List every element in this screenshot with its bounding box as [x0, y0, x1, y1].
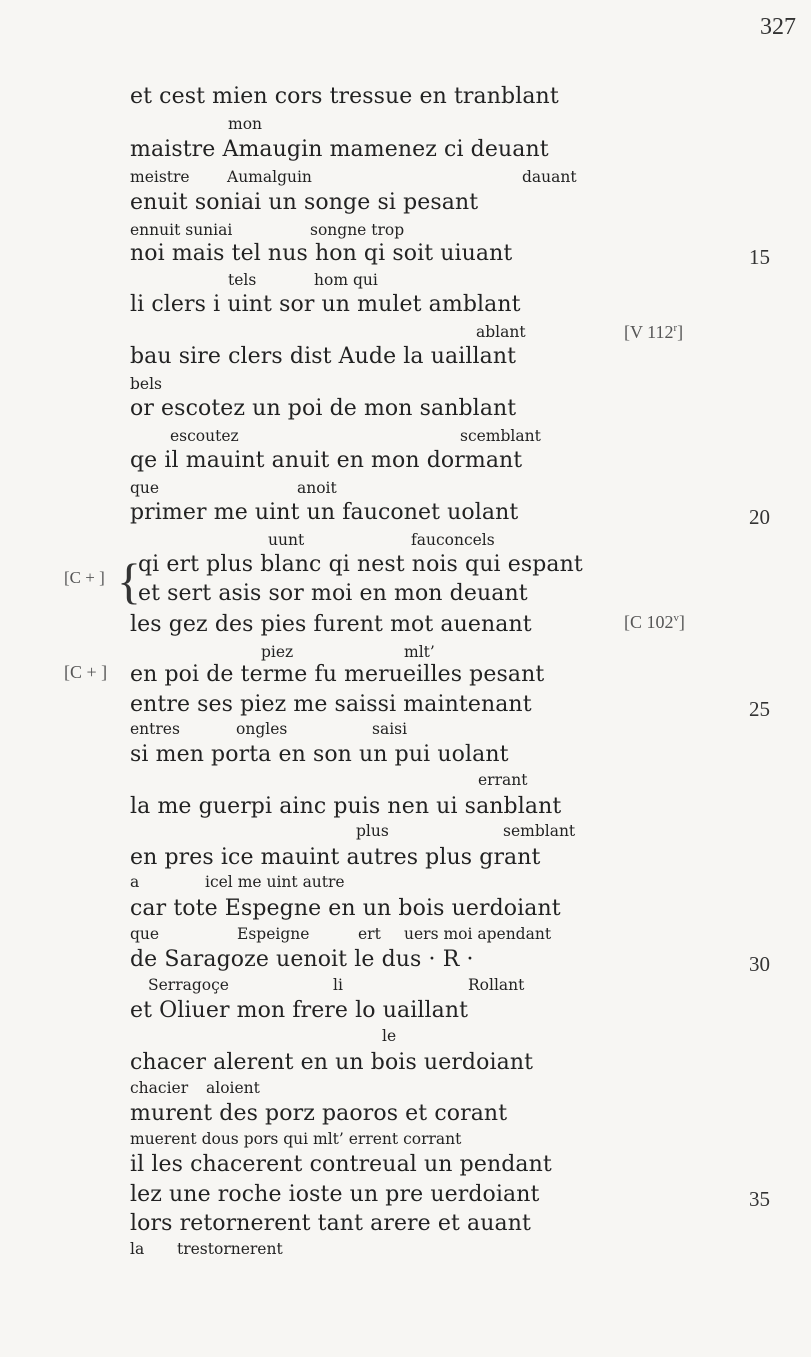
verse-line: il les chacerent contreual un pendant — [130, 1152, 552, 1177]
verse-line: en pres ice mauint autres plus grant — [130, 845, 541, 870]
folio-reference: [V 112$^r$] — [624, 322, 684, 342]
variant-reading: uunt — [268, 531, 305, 549]
variant-reading: fauconcels — [411, 531, 495, 549]
verse-line: enuit soniai un songe si pesant — [130, 190, 479, 215]
line-number: 30 — [749, 952, 770, 976]
verse-line: noi mais tel nus hon qi soit uiuant — [130, 241, 513, 266]
verse-line: entre ses piez me saissi maintenant — [130, 692, 532, 717]
verse-line: car tote Espegne en un bois uerdoiant — [130, 896, 561, 921]
variant-reading: errant — [478, 771, 528, 789]
variant-reading: saisi — [372, 720, 408, 738]
verse-line: murent des porz paoros et corant — [130, 1101, 508, 1126]
brace-icon: { — [117, 553, 141, 609]
variant-reading: ert — [358, 925, 381, 943]
line-number: 35 — [749, 1187, 770, 1211]
variant-reading: chacier — [130, 1079, 189, 1097]
variant-reading: Espeigne — [237, 925, 310, 943]
verse-line: li clers i uint sor un mulet amblant — [130, 292, 521, 317]
manuscript-siglum: [C + ] — [64, 662, 108, 682]
verse-line: primer me uint un fauconet uolant — [130, 500, 519, 525]
variant-reading: anoit — [297, 479, 337, 497]
line-number: 20 — [749, 505, 770, 529]
line-number: 25 — [749, 697, 770, 721]
variant-reading: bels — [130, 375, 163, 393]
variant-reading: meistre — [130, 168, 190, 186]
variant-reading: Rollant — [468, 976, 525, 994]
variant-reading: trestornerent — [177, 1240, 283, 1258]
verse-line: lez une roche ioste un pre uerdoiant — [130, 1182, 540, 1207]
verse-line: la me guerpi ainc puis nen ui sanblant — [130, 794, 562, 819]
variant-reading: la — [130, 1240, 145, 1258]
verse-line: chacer alerent en un bois uerdoiant — [130, 1050, 534, 1075]
variant-reading: aloient — [206, 1079, 260, 1097]
variant-reading: muerent dous pors qui mlt’ errent corrant — [130, 1130, 462, 1148]
page-number: 327 — [760, 14, 796, 40]
verse-line: bau sire clers dist Aude la uaillant — [130, 344, 517, 369]
verse-line: les gez des pies furent mot auenant — [130, 612, 532, 637]
variant-reading: a — [130, 873, 140, 891]
variant-reading: mlt’ — [404, 643, 435, 661]
verse-line: or escotez un poi de mon sanblant — [130, 396, 517, 421]
variant-reading: li — [333, 976, 343, 994]
verse-line: et Oliuer mon frere lo uaillant — [130, 998, 469, 1023]
verse-line: qi ert plus blanc qi nest nois qui espant — [138, 552, 583, 577]
variant-reading: piez — [261, 643, 294, 661]
variant-reading: songne trop — [310, 221, 405, 239]
verse-line: lors retornerent tant arere et auant — [130, 1211, 531, 1236]
variant-reading: icel me uint autre — [205, 873, 345, 891]
verse-line: en poi de terme fu merueilles pesant — [130, 662, 545, 687]
variant-reading: ennuit suniai — [130, 221, 233, 239]
folio-reference: [C 102$^v$] — [624, 612, 685, 632]
variant-reading: ablant — [476, 323, 526, 341]
variant-reading: hom qui — [314, 271, 378, 289]
variant-reading: que — [130, 479, 160, 497]
variant-reading: Aumalguin — [227, 168, 312, 186]
variant-reading: scemblant — [460, 427, 541, 445]
variant-reading: tels — [228, 271, 257, 289]
verse-line: si men porta en son un pui uolant — [130, 742, 509, 767]
variant-reading: le — [382, 1027, 397, 1045]
variant-reading: entres — [130, 720, 180, 738]
variant-reading: uers moi apendant — [404, 925, 552, 943]
variant-reading: escoutez — [170, 427, 239, 445]
manuscript-siglum: [C + ] — [64, 568, 105, 587]
verse-line: et sert asis sor moi en mon deuant — [138, 581, 528, 606]
verse-line: de Saragoze uenoit le dus · R · — [130, 947, 474, 972]
variant-reading: Serragoçe — [148, 976, 229, 994]
variant-reading: mon — [228, 115, 263, 133]
variant-reading: semblant — [503, 822, 576, 840]
line-number: 15 — [749, 245, 770, 269]
variant-reading: ongles — [236, 720, 288, 738]
variant-reading: plus — [356, 822, 389, 840]
verse-line: qe il mauint anuit en mon dormant — [130, 448, 523, 473]
variant-reading: que — [130, 925, 160, 943]
verse-line: maistre Amaugin mamenez ci deuant — [130, 137, 549, 162]
verse-line: et cest mien cors tressue en tranblant — [130, 84, 559, 109]
variant-reading: dauant — [522, 168, 577, 186]
